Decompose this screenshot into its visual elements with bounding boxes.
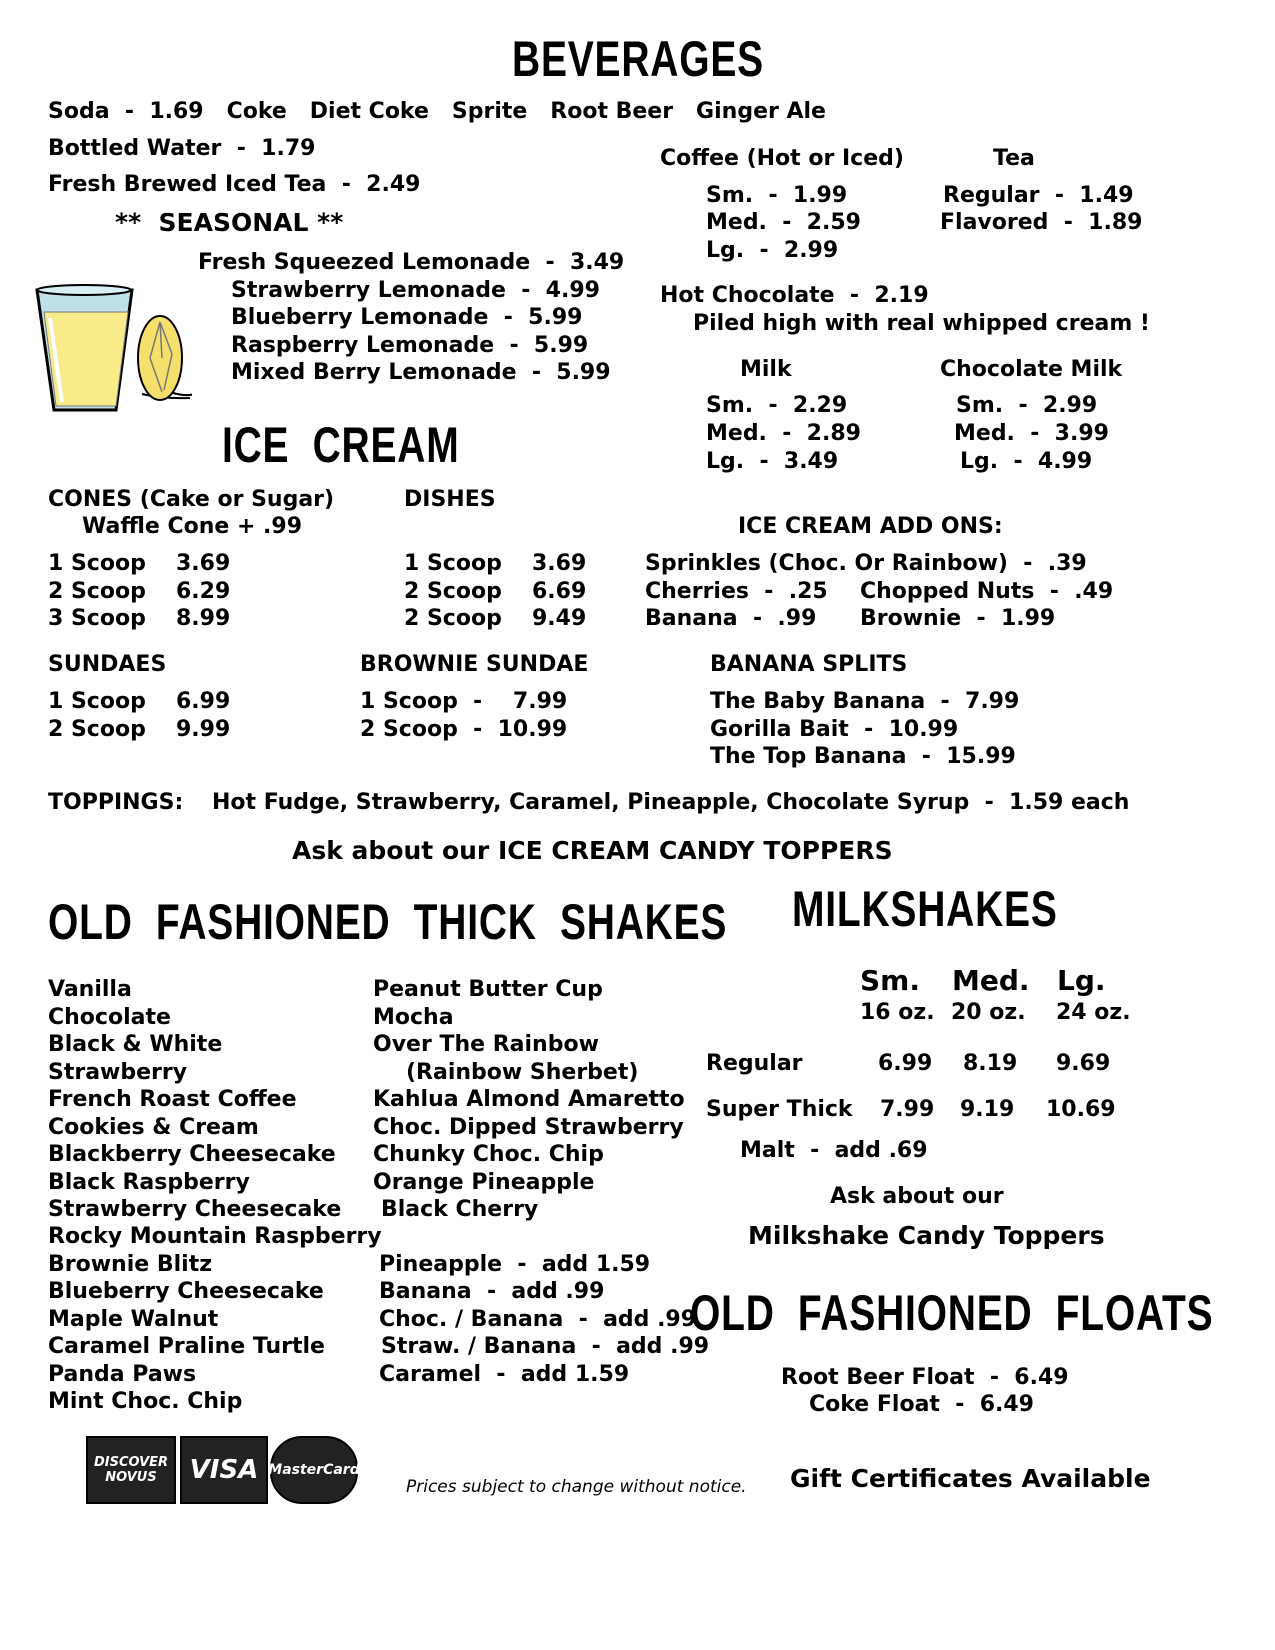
shake-flavor: Blackberry Cheesecake bbox=[48, 1142, 336, 1167]
cone-scoop: 3 Scoop bbox=[48, 606, 146, 631]
milkshake-price: 7.99 bbox=[880, 1097, 935, 1122]
shake-flavor: Rocky Mountain Raspberry bbox=[48, 1224, 382, 1249]
banana-splits-title: BANANA SPLITS bbox=[710, 652, 908, 677]
addon-item: Sprinkles (Choc. Or Rainbow) - .39 bbox=[645, 551, 1087, 576]
shake-flavor: Mint Choc. Chip bbox=[48, 1389, 243, 1414]
seasonal-item: Raspberry Lemonade - 5.99 bbox=[231, 333, 589, 358]
sundae-price: 6.99 bbox=[176, 689, 231, 714]
dish-scoop: 1 Scoop bbox=[404, 551, 502, 576]
price-notice: Prices subject to change without notice. bbox=[406, 1477, 747, 1497]
shake-flavor: Orange Pineapple bbox=[373, 1170, 595, 1195]
chocolate-milk-size: Lg. - 4.99 bbox=[960, 449, 1093, 474]
shake-flavor: Black & White bbox=[48, 1032, 223, 1057]
dishes-title: DISHES bbox=[404, 487, 496, 512]
brownie-sundae-item: 2 Scoop - 10.99 bbox=[360, 717, 568, 742]
milkshake-row-name: Regular bbox=[706, 1051, 803, 1076]
banana-split-item: Gorilla Bait - 10.99 bbox=[710, 717, 959, 742]
sundae-price: 9.99 bbox=[176, 717, 231, 742]
milkshake-price: 8.19 bbox=[963, 1051, 1018, 1076]
ice-cream-title: ICE CREAM bbox=[222, 417, 460, 473]
shake-flavor: Vanilla bbox=[48, 977, 132, 1002]
shake-flavor: Brownie Blitz bbox=[48, 1252, 213, 1277]
bottled-water: Bottled Water - 1.79 bbox=[48, 136, 316, 161]
milk-size: Sm. - 2.29 bbox=[706, 393, 848, 418]
milkshake-candy-toppers: Milkshake Candy Toppers bbox=[748, 1221, 1105, 1250]
shake-flavor: Panda Paws bbox=[48, 1362, 197, 1387]
gift-certificates: Gift Certificates Available bbox=[790, 1464, 1151, 1493]
visa-card-icon: VISA bbox=[180, 1436, 268, 1504]
milkshakes-title: MILKSHAKES bbox=[792, 881, 1058, 937]
cone-price: 6.29 bbox=[176, 579, 231, 604]
oz-sm: 16 oz. bbox=[860, 1000, 935, 1025]
milk-size: Lg. - 3.49 bbox=[706, 449, 839, 474]
coffee-title: Coffee (Hot or Iced) bbox=[660, 146, 904, 171]
coffee-size: Lg. - 2.99 bbox=[706, 238, 839, 263]
oz-lg: 24 oz. bbox=[1056, 1000, 1131, 1025]
milk-size: Med. - 2.89 bbox=[706, 421, 861, 446]
sundae-scoop: 1 Scoop bbox=[48, 689, 146, 714]
tea-item: Flavored - 1.89 bbox=[940, 210, 1143, 235]
float-item: Root Beer Float - 6.49 bbox=[781, 1365, 1069, 1390]
shake-flavor: Chunky Choc. Chip bbox=[373, 1142, 604, 1167]
seasonal-item: Blueberry Lemonade - 5.99 bbox=[231, 305, 583, 330]
waffle-cone: Waffle Cone + .99 bbox=[82, 514, 303, 539]
thick-shakes-title: OLD FASHIONED THICK SHAKES bbox=[48, 894, 728, 950]
sundaes-title: SUNDAES bbox=[48, 652, 167, 677]
shake-flavor: Caramel Praline Turtle bbox=[48, 1334, 325, 1359]
dish-price: 6.69 bbox=[532, 579, 587, 604]
toppings-list: Hot Fudge, Strawberry, Caramel, Pineapple, Chocolate Syrup - 1.59 each bbox=[212, 790, 1130, 815]
shake-addon: Pineapple - add 1.59 bbox=[379, 1252, 651, 1277]
shake-flavor: Strawberry bbox=[48, 1060, 188, 1085]
addon-item: Cherries - .25 bbox=[645, 579, 828, 604]
cones-title: CONES (Cake or Sugar) bbox=[48, 487, 335, 512]
cone-scoop: 1 Scoop bbox=[48, 551, 146, 576]
brownie-sundae-item: 1 Scoop - 7.99 bbox=[360, 689, 568, 714]
dish-scoop: 2 Scoop bbox=[404, 606, 502, 631]
shake-addon: Banana - add .99 bbox=[379, 1279, 605, 1304]
shake-flavor: Choc. Dipped Strawberry bbox=[373, 1115, 684, 1140]
float-item: Coke Float - 6.49 bbox=[809, 1392, 1034, 1417]
toppings-label: TOPPINGS: bbox=[48, 790, 184, 815]
shake-flavor: Blueberry Cheesecake bbox=[48, 1279, 324, 1304]
milkshake-price: 9.19 bbox=[960, 1097, 1015, 1122]
malt-addon: Malt - add .69 bbox=[740, 1138, 928, 1163]
milkshake-row-name: Super Thick bbox=[706, 1097, 853, 1122]
milk-title: Milk bbox=[740, 357, 792, 382]
shake-flavor: Black Cherry bbox=[381, 1197, 539, 1222]
tea-item: Regular - 1.49 bbox=[943, 183, 1134, 208]
size-med: Med. bbox=[952, 964, 1030, 997]
coffee-size: Sm. - 1.99 bbox=[706, 183, 848, 208]
shake-addon: Caramel - add 1.59 bbox=[379, 1362, 630, 1387]
dish-price: 3.69 bbox=[532, 551, 587, 576]
candy-toppers-note: Ask about our ICE CREAM CANDY TOPPERS bbox=[292, 836, 893, 865]
discover-card-icon: DISCOVER NOVUS bbox=[86, 1436, 176, 1504]
milkshake-price: 9.69 bbox=[1056, 1051, 1111, 1076]
oz-med: 20 oz. bbox=[951, 1000, 1026, 1025]
seasonal-title: ** SEASONAL ** bbox=[115, 208, 344, 237]
mastercard-icon: MasterCard bbox=[270, 1436, 358, 1504]
milkshake-price: 10.69 bbox=[1046, 1097, 1116, 1122]
shake-addon: Choc. / Banana - add .99 bbox=[379, 1307, 697, 1332]
tea-title: Tea bbox=[993, 146, 1035, 171]
hot-chocolate: Hot Chocolate - 2.19 bbox=[660, 283, 929, 308]
cone-price: 8.99 bbox=[176, 606, 231, 631]
cone-scoop: 2 Scoop bbox=[48, 579, 146, 604]
lemonade-glass-icon bbox=[32, 282, 192, 424]
seasonal-item: Mixed Berry Lemonade - 5.99 bbox=[231, 360, 611, 385]
seasonal-item: Fresh Squeezed Lemonade - 3.49 bbox=[198, 250, 625, 275]
size-lg: Lg. bbox=[1057, 964, 1106, 997]
beverages-title: BEVERAGES bbox=[512, 31, 764, 87]
shake-flavor: Black Raspberry bbox=[48, 1170, 250, 1195]
floats-title: OLD FASHIONED FLOATS bbox=[690, 1285, 1214, 1341]
shake-flavor: Cookies & Cream bbox=[48, 1115, 259, 1140]
dish-scoop: 2 Scoop bbox=[404, 579, 502, 604]
shake-flavor: Kahlua Almond Amaretto bbox=[373, 1087, 685, 1112]
hot-chocolate-note: Piled high with real whipped cream ! bbox=[693, 311, 1150, 336]
banana-split-item: The Top Banana - 15.99 bbox=[710, 744, 1016, 769]
milkshake-price: 6.99 bbox=[878, 1051, 933, 1076]
sundae-scoop: 2 Scoop bbox=[48, 717, 146, 742]
shake-flavor: Chocolate bbox=[48, 1005, 171, 1030]
chocolate-milk-size: Sm. - 2.99 bbox=[956, 393, 1098, 418]
addon-item: Banana - .99 bbox=[645, 606, 817, 631]
addon-item: Brownie - 1.99 bbox=[860, 606, 1056, 631]
shake-flavor-note: (Rainbow Sherbet) bbox=[406, 1060, 639, 1085]
banana-split-item: The Baby Banana - 7.99 bbox=[710, 689, 1020, 714]
chocolate-milk-title: Chocolate Milk bbox=[940, 357, 1123, 382]
coffee-size: Med. - 2.59 bbox=[706, 210, 861, 235]
shake-flavor: French Roast Coffee bbox=[48, 1087, 297, 1112]
addon-item: Chopped Nuts - .49 bbox=[860, 579, 1114, 604]
brownie-sundae-title: BROWNIE SUNDAE bbox=[360, 652, 589, 677]
seasonal-item: Strawberry Lemonade - 4.99 bbox=[231, 278, 600, 303]
dish-price: 9.49 bbox=[532, 606, 587, 631]
cone-price: 3.69 bbox=[176, 551, 231, 576]
soda-line: Soda - 1.69 Coke Diet Coke Sprite Root Beer Ginger Ale bbox=[48, 99, 826, 124]
size-sm: Sm. bbox=[860, 964, 920, 997]
chocolate-milk-size: Med. - 3.99 bbox=[954, 421, 1109, 446]
shake-flavor: Over The Rainbow bbox=[373, 1032, 599, 1057]
addons-title: ICE CREAM ADD ONS: bbox=[738, 514, 1003, 539]
shake-addon: Straw. / Banana - add .99 bbox=[381, 1334, 710, 1359]
shake-flavor: Strawberry Cheesecake bbox=[48, 1197, 342, 1222]
milkshake-ask: Ask about our bbox=[830, 1184, 1004, 1209]
iced-tea: Fresh Brewed Iced Tea - 2.49 bbox=[48, 172, 421, 197]
shake-flavor: Maple Walnut bbox=[48, 1307, 219, 1332]
shake-flavor: Mocha bbox=[373, 1005, 454, 1030]
shake-flavor: Peanut Butter Cup bbox=[373, 977, 603, 1002]
